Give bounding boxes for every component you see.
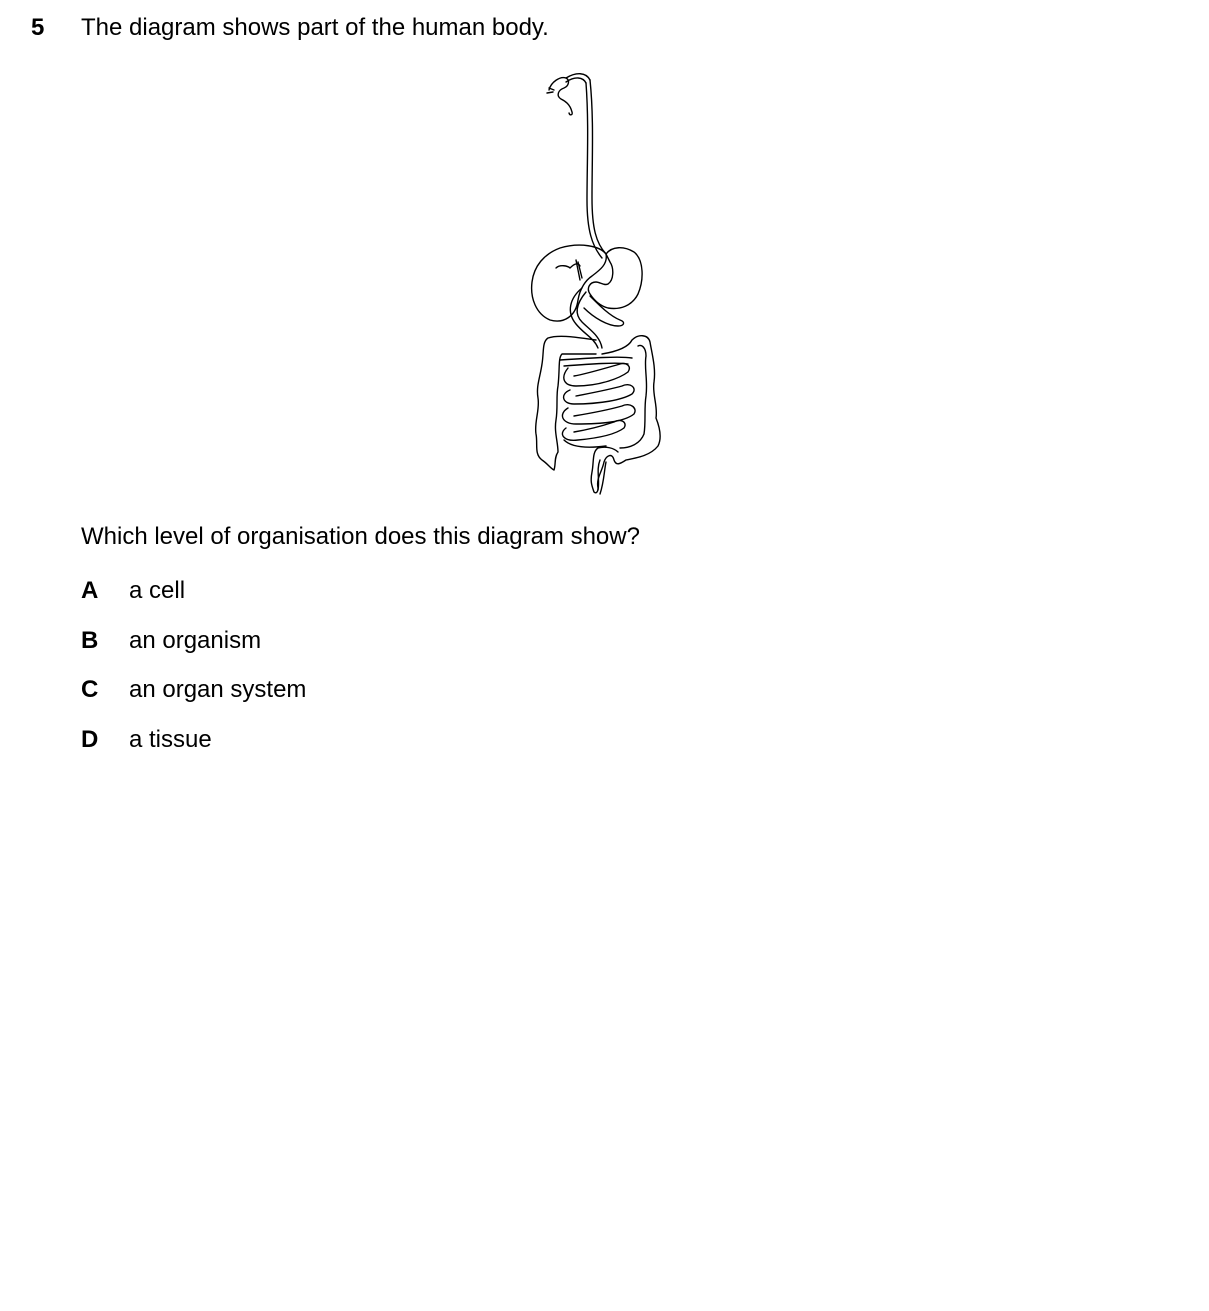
option-letter: C — [81, 676, 99, 703]
gall-bladder — [556, 260, 582, 280]
digestive-system-diagram — [520, 68, 680, 498]
option-letter: A — [81, 577, 99, 604]
option-letter: D — [81, 725, 99, 753]
option-text: a tissue — [129, 725, 212, 753]
stomach — [588, 248, 642, 309]
pancreas — [584, 296, 624, 326]
question-number: 5 — [31, 14, 45, 41]
option-text: an organism — [129, 626, 262, 654]
question-intro: The diagram shows part of the human body. — [81, 14, 549, 41]
liver — [532, 245, 607, 321]
option-text: a cell — [129, 577, 186, 604]
mouth-part — [547, 74, 590, 115]
small-intestine — [560, 357, 635, 447]
oesophagus — [586, 80, 606, 258]
question-stem: Which level of organisation does this diagram show? — [81, 523, 640, 550]
option-text: an organ system — [129, 676, 307, 703]
option-letter: B — [81, 626, 99, 654]
